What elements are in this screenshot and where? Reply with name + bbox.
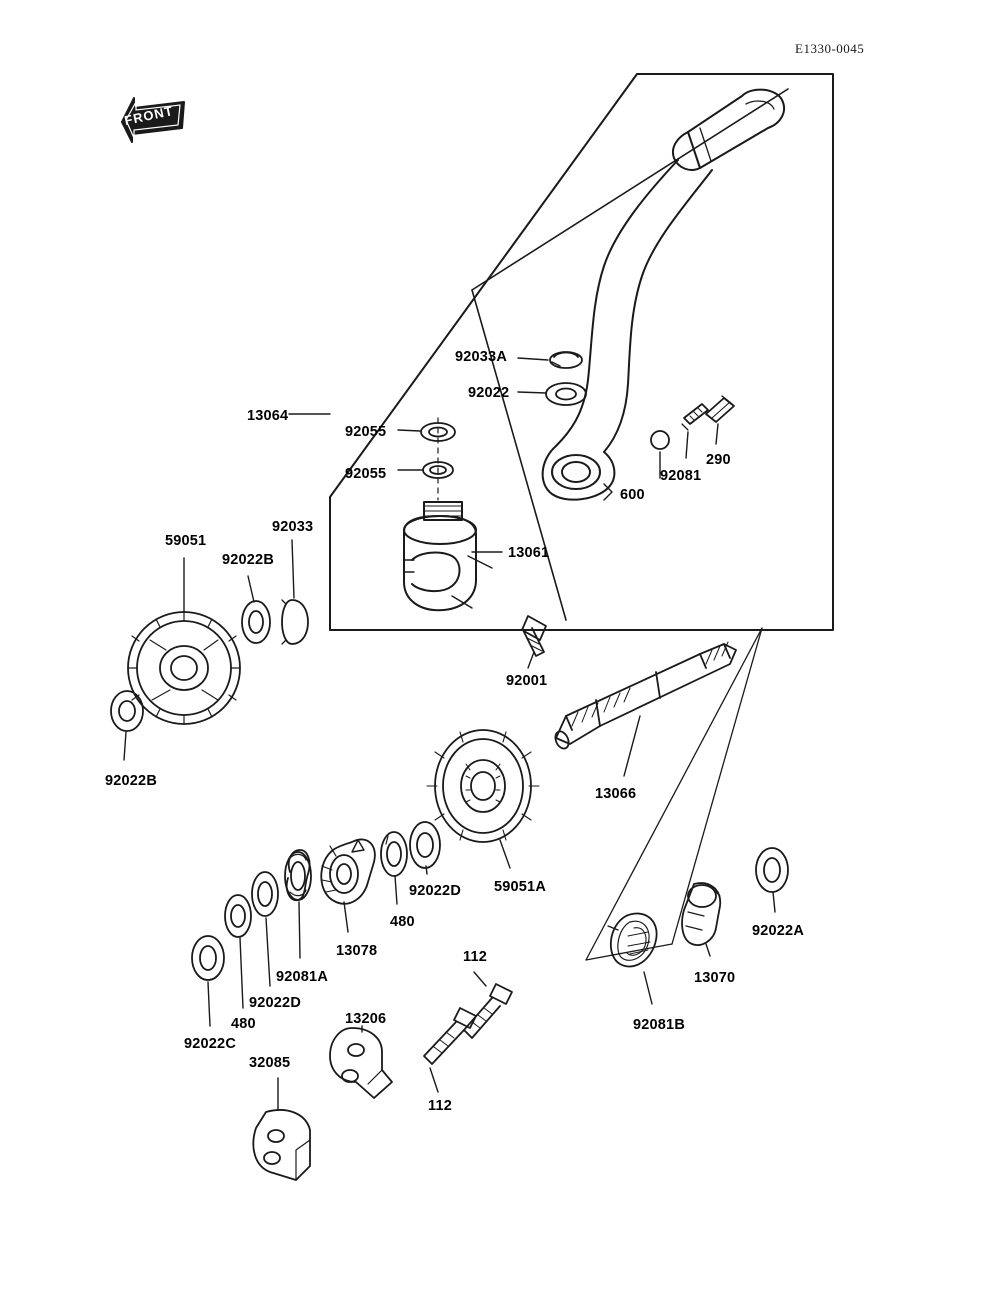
- callout-92081A: 92081A: [276, 969, 328, 985]
- leader-92033: [292, 540, 294, 598]
- part-32085: [253, 1110, 310, 1180]
- part-92022: [546, 383, 586, 405]
- callout-13061: 13061: [508, 545, 550, 561]
- leader-13066: [624, 716, 640, 776]
- callout-600: 600: [620, 487, 645, 503]
- callout-480-left: 480: [231, 1016, 256, 1032]
- part-112-lower: [424, 1008, 476, 1064]
- callout-92081B: 92081B: [633, 1017, 685, 1033]
- part-13070: [682, 883, 720, 945]
- callout-92022B-upper: 92022B: [222, 552, 274, 568]
- part-13066: [553, 642, 736, 751]
- callout-13078: 13078: [336, 943, 378, 959]
- callout-92055-lower: 92055: [345, 466, 387, 482]
- part-92033: [282, 600, 308, 644]
- part-600: [651, 431, 669, 449]
- callout-13206: 13206: [345, 1011, 387, 1027]
- part-59051A: [427, 730, 539, 842]
- callout-290: 290: [706, 452, 731, 468]
- callout-92055-upper: 92055: [345, 424, 387, 440]
- leader-92022: [518, 392, 546, 393]
- callout-59051A: 59051A: [494, 879, 546, 895]
- leader-480-right: [395, 876, 397, 904]
- part-92022D-right: [410, 822, 440, 868]
- leader-92033A: [518, 358, 548, 360]
- leader-92022B-lower: [124, 732, 126, 760]
- part-92081A: [285, 850, 311, 900]
- callout-112-upper: 112: [463, 949, 487, 965]
- leader-290: [716, 424, 718, 444]
- leader-92022D-right: [426, 866, 427, 874]
- callout-112-lower: 112: [428, 1098, 452, 1114]
- callout-92033: 92033: [272, 519, 314, 535]
- callout-13064: 13064: [247, 408, 289, 424]
- part-290: [706, 396, 734, 422]
- leader-92055-upper: [398, 430, 420, 431]
- part-92022A: [756, 848, 788, 892]
- leader-13070: [706, 944, 710, 956]
- front-label: FRONT: [122, 102, 175, 129]
- part-13078: [321, 839, 375, 903]
- leader-112-upper: [474, 972, 486, 986]
- leader-92001: [528, 652, 534, 668]
- assembly-outline: [330, 74, 833, 630]
- document-id: E1330-0045: [795, 41, 865, 56]
- callout-92022B-lower: 92022B: [105, 773, 157, 789]
- part-13206: [330, 1028, 392, 1098]
- callout-480-right: 480: [390, 914, 415, 930]
- leader-92081: [686, 432, 688, 458]
- leader-480-left: [240, 938, 243, 1008]
- leader-92022C: [208, 982, 210, 1026]
- part-92022D-left: [252, 872, 278, 916]
- callout-13070: 13070: [694, 970, 736, 986]
- part-92081B: [608, 913, 657, 966]
- leader-92022B-upper: [248, 576, 254, 602]
- callout-92022D-left: 92022D: [249, 995, 301, 1011]
- leader-92081B: [644, 972, 652, 1004]
- callout-13066: 13066: [595, 786, 637, 802]
- part-59051: [128, 612, 240, 724]
- callout-92022A: 92022A: [752, 923, 804, 939]
- part-92033A: [550, 352, 582, 368]
- callout-92033A: 92033A: [455, 349, 507, 365]
- leader-92081A: [299, 902, 300, 958]
- part-92001: [522, 616, 546, 656]
- part-13061: [404, 502, 492, 610]
- leader-92022A: [773, 892, 775, 912]
- leader-112-lower: [430, 1068, 438, 1092]
- part-480-left: [225, 895, 251, 937]
- callout-32085: 32085: [249, 1055, 291, 1071]
- part-112-upper: [464, 984, 512, 1038]
- leader-92022D-left: [266, 918, 270, 986]
- part-92022B-upper: [242, 601, 270, 643]
- part-480-right: [381, 832, 407, 876]
- leader-13078: [344, 902, 348, 932]
- part-92022B-lower: [111, 691, 143, 731]
- kick-pedal-part: [543, 90, 784, 500]
- callout-59051: 59051: [165, 533, 207, 549]
- leader-59051A: [500, 840, 510, 868]
- callout-92022: 92022: [468, 385, 510, 401]
- callout-92022D-right: 92022D: [409, 883, 461, 899]
- callout-92022C: 92022C: [184, 1036, 236, 1052]
- callout-92001: 92001: [506, 673, 548, 689]
- callout-92081: 92081: [660, 468, 702, 484]
- part-92022C: [192, 936, 224, 980]
- part-92081: [682, 404, 708, 430]
